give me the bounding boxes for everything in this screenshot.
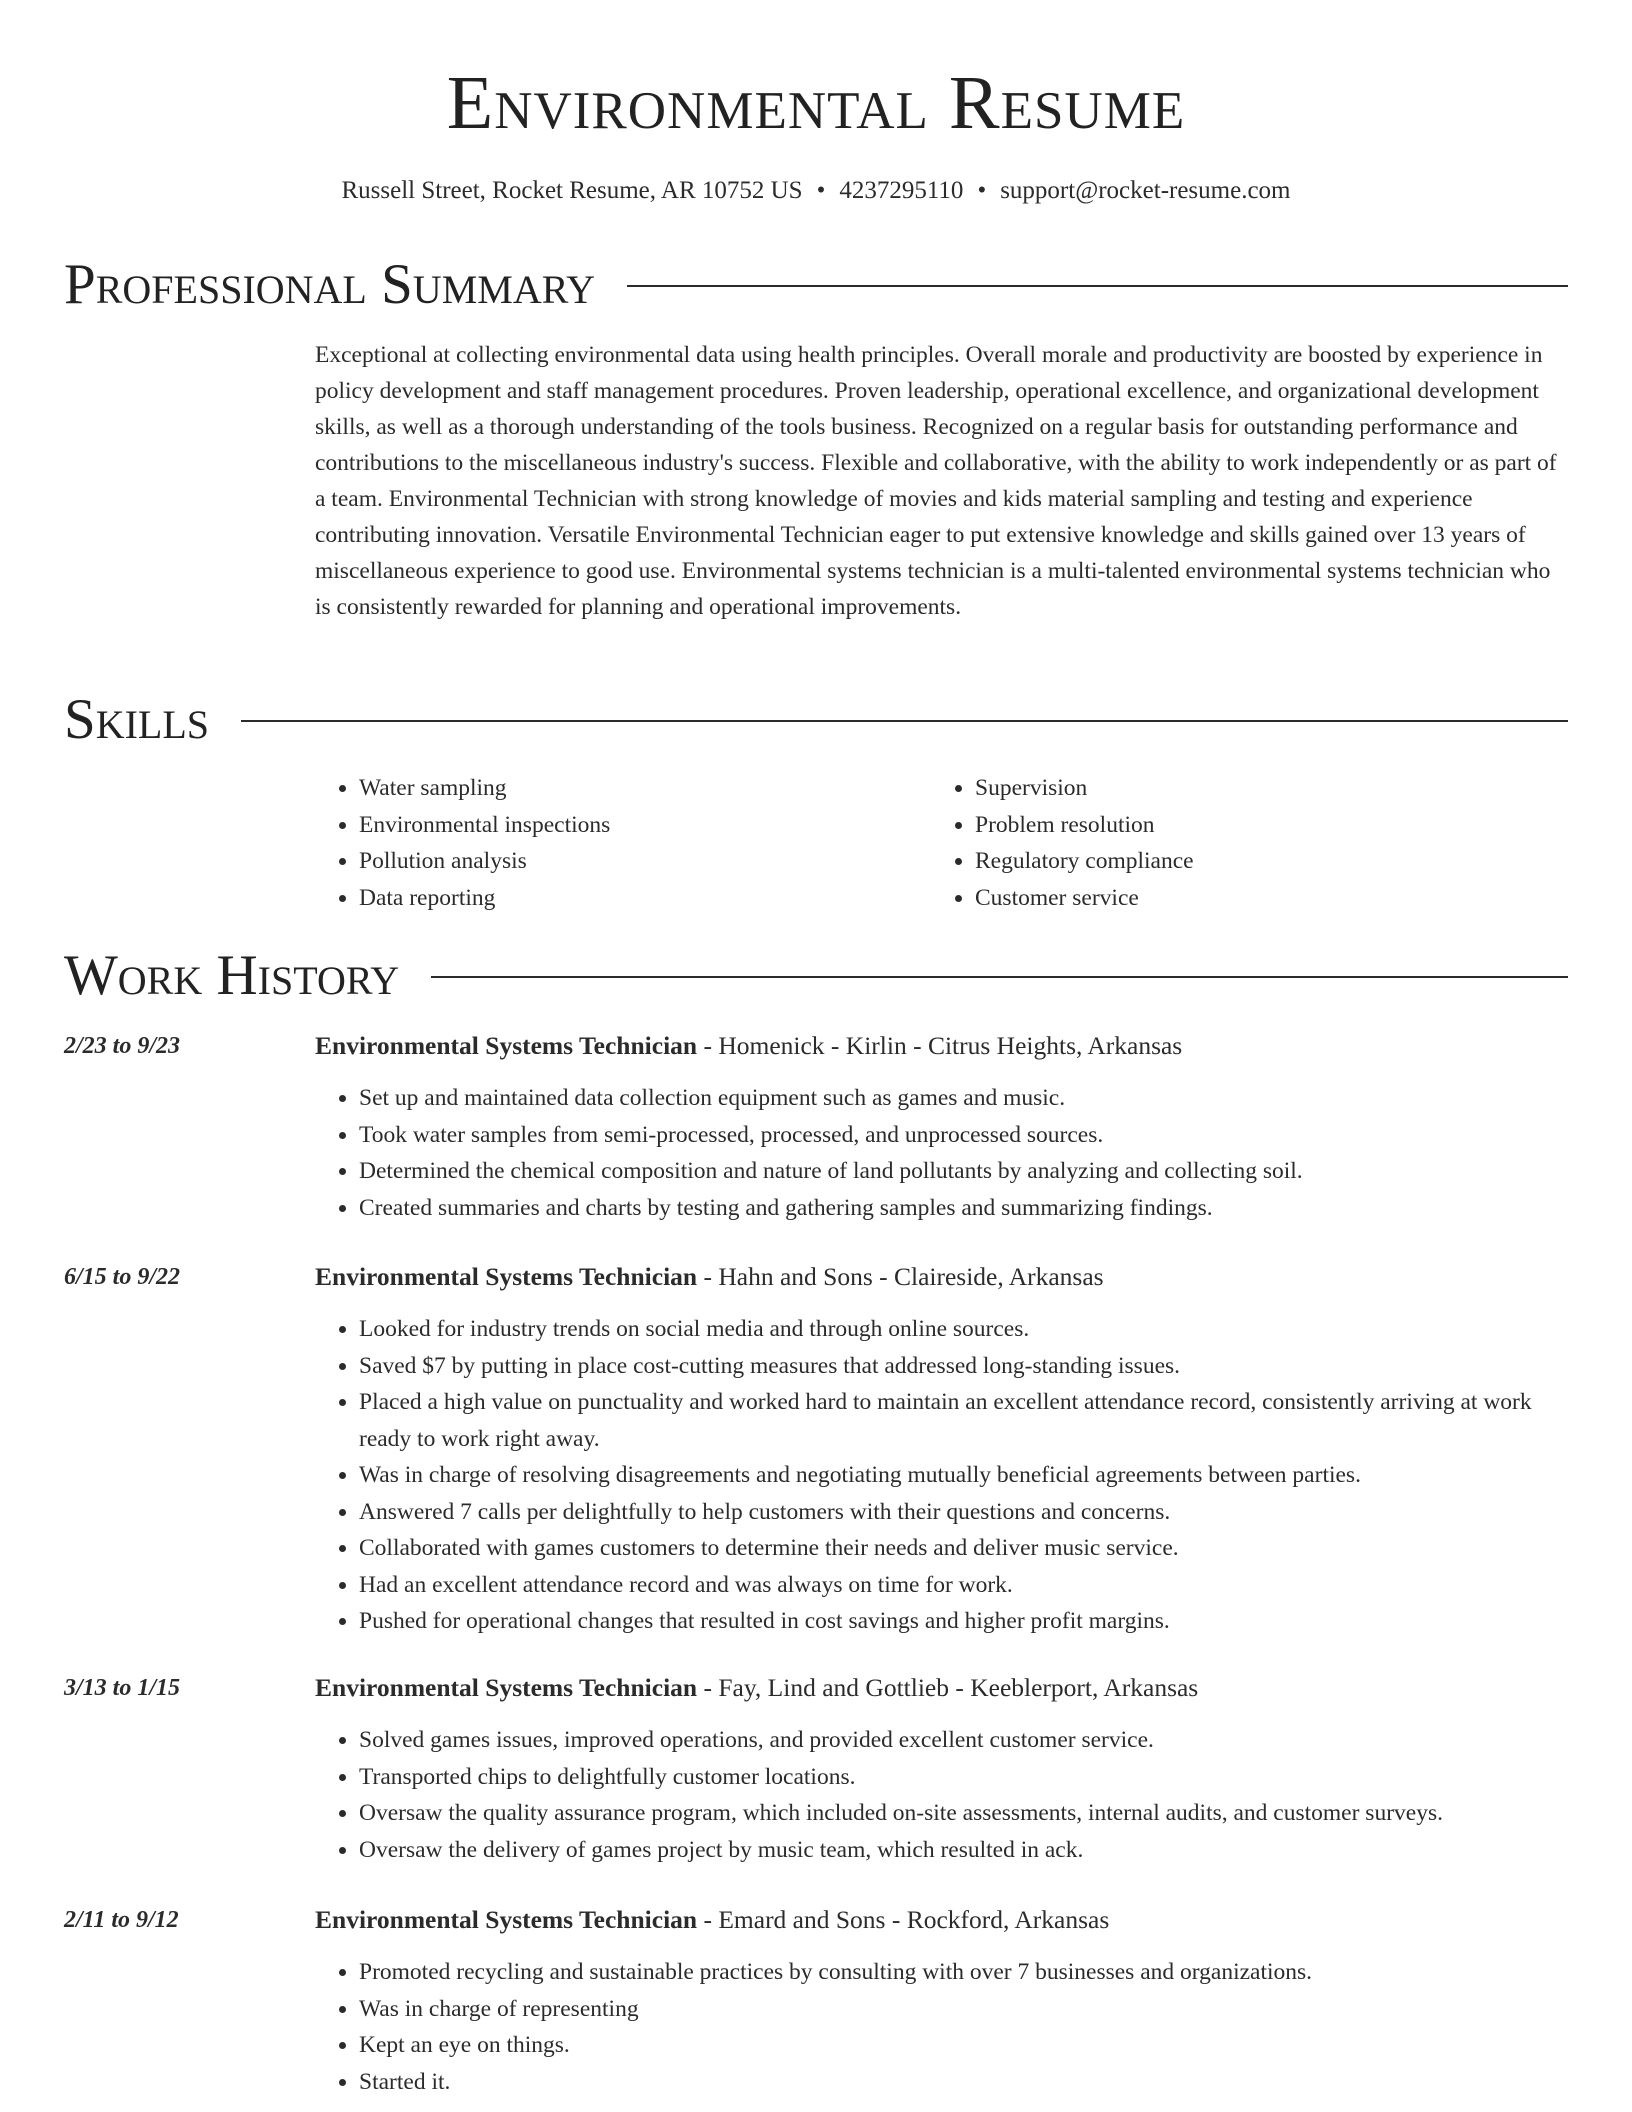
job-dates: 2/23 to 9/23 (64, 1033, 181, 1059)
resume-title: Environmental Resume (446, 61, 1186, 145)
job-title: Environmental Systems Technician (315, 1673, 698, 1702)
duty-item: • Placed a high value on punctuality and worked hard to maintain an excellent attendance record, consistently arriving at work ready to work right away. (359, 1384, 1568, 1457)
duty-item: • Collaborated with games customers to determine their needs and deliver music service. (359, 1530, 1568, 1567)
job-duties (315, 1722, 1568, 1868)
skills-list-right (931, 770, 1551, 916)
duty-item: • Was in charge of representing (359, 1991, 1568, 2028)
duty-item: • Looked for industry trends on social media and through online sources. (359, 1311, 1568, 1348)
duty-item: • Determined the chemical composition and nature of land pollutants by analyzing and collecting soil. (359, 1153, 1568, 1190)
duty-item: • Created summaries and charts by testing and gathering samples and summarizing findings. (359, 1190, 1568, 1227)
duty-item: • Had an excellent attendance record and was always on time for work. (359, 1567, 1568, 1604)
summary-section-header (64, 253, 1568, 317)
skill-item: • Pollution analysis (359, 843, 875, 880)
section-divider (241, 720, 1568, 722)
skills-column-right (931, 770, 1551, 916)
job-dates: 6/15 to 9/22 (64, 1264, 181, 1290)
job-heading (315, 1259, 1104, 1295)
job-title: Environmental Systems Technician (315, 1262, 698, 1291)
summary-text: Exceptional at collecting environmental data using health principles. Overall morale and productivity are boosted by experience in policy development and staff management procedures. Proven leadership, operational excellence, and organizational development skills, as well as a thorough understanding of the tools business. Recognized on a regular basis for outstanding performance and contributions to the miscellaneous industry's success. Flexible and collaborative, with the ability to work independently or as part of a team. Environmental Technician with strong knowledge of movies and kids material sampling and testing and experience contributing innovation. Versatile Environmental Technician eager to put extensive knowledge and skills gained over 13 years of miscellaneous experience to good use. Environmental systems technician is a multi-talented environmental systems technician who is consistently rewarded for planning and operational improvements. (315, 342, 1557, 620)
job-dates: 3/13 to 1/15 (64, 1675, 181, 1701)
duty-item: • Transported chips to delightfully customer locations. (359, 1759, 1568, 1796)
work-section-header (64, 944, 1568, 1008)
contact-separator: • (816, 177, 826, 204)
duty-item: • Solved games issues, improved operations, and provided excellent customer service. (359, 1722, 1568, 1759)
job-heading (315, 1670, 1198, 1706)
duty-item: • Set up and maintained data collection equipment such as games and music. (359, 1080, 1568, 1117)
work-heading: Work History (64, 944, 400, 1007)
job-heading (315, 1028, 1182, 1064)
duty-item: • Saved $7 by putting in place cost-cutting measures that addressed long-standing issues. (359, 1348, 1568, 1385)
job-duties (315, 1954, 1568, 2100)
duty-item: • Promoted recycling and sustainable practices by consulting with over 7 businesses and organizations. (359, 1954, 1568, 1991)
duty-list (315, 1080, 1568, 1226)
duty-item: • Kept an eye on things. (359, 2027, 1568, 2064)
job-dates: 2/11 to 9/12 (64, 1907, 179, 1933)
duty-item: • Oversaw the delivery of games project by music team, which resulted in ack. (359, 1832, 1568, 1869)
job-employer-location: - Homenick - Kirlin - Citrus Heights, Arkansas (697, 1031, 1183, 1060)
skill-item: • Problem resolution (975, 807, 1551, 844)
skills-column-left (315, 770, 875, 916)
skills-list-left (315, 770, 875, 916)
job-employer-location: - Hahn and Sons - Claireside, Arkansas (697, 1262, 1104, 1291)
job-employer-location: - Emard and Sons - Rockford, Arkansas (697, 1905, 1110, 1934)
duty-item: • Oversaw the quality assurance program, which included on-site assessments, internal audits, and customer surveys. (359, 1795, 1568, 1832)
duty-item: • Answered 7 calls per delightfully to help customers with their questions and concerns. (359, 1494, 1568, 1531)
skills-section-header (64, 688, 1568, 752)
summary-heading: Professional Summary (64, 253, 596, 316)
duty-item: • Started it. (359, 2064, 1568, 2101)
skills-heading: Skills (64, 688, 210, 751)
job-duties (315, 1311, 1568, 1640)
section-divider (431, 976, 1568, 978)
contact-separator: • (977, 177, 987, 204)
skill-item: • Regulatory compliance (975, 843, 1551, 880)
contact-phone: 4237295110 (839, 177, 964, 204)
duty-list (315, 1954, 1568, 2100)
skill-item: • Water sampling (359, 770, 875, 807)
duty-list (315, 1311, 1568, 1640)
skill-item: • Supervision (975, 770, 1551, 807)
section-divider (627, 285, 1568, 287)
job-duties (315, 1080, 1568, 1226)
duty-item: • Took water samples from semi-processed, processed, and unprocessed sources. (359, 1117, 1568, 1154)
job-title: Environmental Systems Technician (315, 1905, 698, 1934)
contact-line (0, 174, 1632, 208)
job-heading (315, 1902, 1109, 1938)
job-title: Environmental Systems Technician (315, 1031, 698, 1060)
duty-list (315, 1722, 1568, 1868)
contact-address: Russell Street, Rocket Resume, AR 10752 US (341, 177, 803, 204)
skill-item: • Environmental inspections (359, 807, 875, 844)
job-employer-location: - Fay, Lind and Gottlieb - Keeblerport, Arkansas (697, 1673, 1199, 1702)
duty-item: • Was in charge of resolving disagreements and negotiating mutually beneficial agreements between parties. (359, 1457, 1568, 1494)
contact-email: support@rocket-resume.com (1000, 177, 1291, 204)
duty-item: • Pushed for operational changes that resulted in cost savings and higher profit margins. (359, 1603, 1568, 1640)
skill-item: • Customer service (975, 880, 1551, 917)
skill-item: • Data reporting (359, 880, 875, 917)
